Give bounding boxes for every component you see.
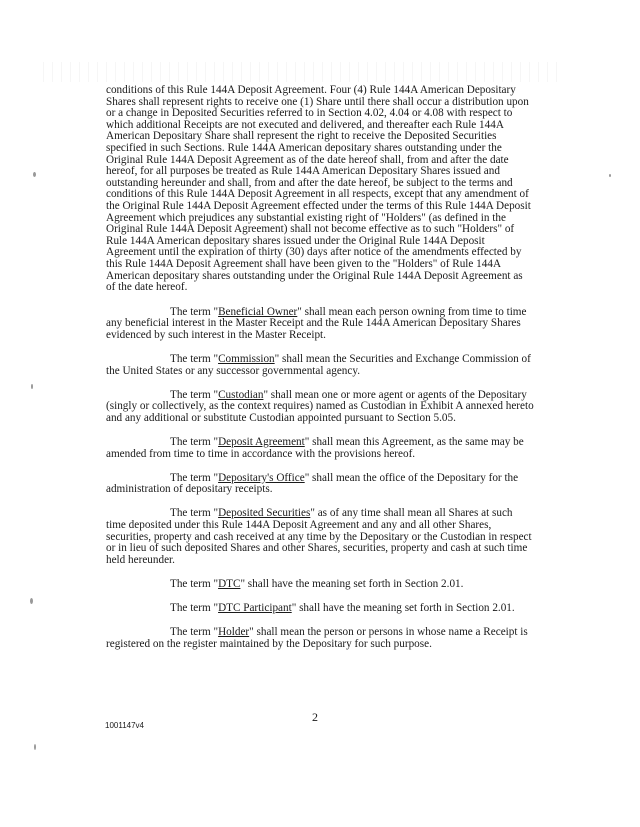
page-number: 2 [312,710,318,724]
scan-speck [609,174,611,177]
term-beneficial-owner: Beneficial Owner [218,305,298,318]
term-custodian: Custodian [218,388,264,401]
definition-holder: The term "Holder" shall mean the person or persons in whose name a Receipt is registered on the register maintained by the Depositary for such purpose. [106,625,528,650]
term-deposited-securities: Deposited Securities [218,507,311,520]
definition-commission: The term "Commission" shall mean the Securities and Exchange Commission of the United States or any successor governmental agency. [106,352,531,377]
definition-beneficial-owner: The term "Beneficial Owner" shall mean each person owning from time to time any beneficial interest in the Master Receipt and the Rule 144A American Depositary Shares evidenced by such interest in the Master Receipt. [106,305,527,341]
scan-speck [30,598,33,604]
definition-deposit-agreement: The term "Deposit Agreement" shall mean this Agreement, as the same may be amended from time to time in accordance with the provisions hereof. [106,435,524,460]
term-dtc-participant: DTC Participant [218,601,292,614]
definition-dtc: The term "DTC" shall have the meaning set forth in Section 2.01. [170,577,464,590]
scan-speck [33,172,36,177]
definition-dtc-participant: The term "DTC Participant" shall have the meaning set forth in Section 2.01. [170,601,515,614]
term-holder: Holder [218,625,250,638]
scan-speck [34,744,36,750]
definition-custodian: The term "Custodian" shall mean one or more agent or agents of the Depositary (singly or collectively, as the context requires) named as Custodian in Exhibit A annexed hereto and any additional or substitute Custodian appointed pursuant to Section 5.05. [106,388,534,424]
term-deposit-agreement: Deposit Agreement [218,435,305,448]
definition-deposited-securities: The term "Deposited Securities" as of any time shall mean all Shares at such time deposited under this Rule 144A Deposit Agreement and any and all other Shares, securities, property and cash received at any time by the Depositary or the Custodian in respect or in lieu of such deposited Shares and other Shares, securities, property and cash at such time held hereunder. [106,507,532,566]
term-dtc: DTC [218,577,241,590]
opening-paragraph: conditions of this Rule 144A Deposit Agreement. Four (4) Rule 144A American Depositary Shares shall represent rights to receive one (1) Share until there shall occur a distribution upon or a change in Deposited Securities referred to in Section 4.02, 4.04 or 4.08 with respect to which additional Receipts are not executed and delivered, and thereafter each Rule 144A American Depositary Share shall represent the right to receive the Deposited Securities specified in such Sections. Rule 144A American depositary shares outstanding under the Original Rule 144A Deposit Agreement as of the date hereof shall, from and after the date hereof, for all purposes be treated as Rule 144A American Depositary Shares issued and outstanding hereunder and shall, from and after the date hereof, be subject to the terms and conditions of this Rule 144A Deposit Agreement in all respects, except that any amendment of the Original Rule 144A Deposit Agreement effected under the terms of this Rule 144A Deposit Agreement which prejudices any substantial existing right of "Holders" (as defined in the Original Rule 144A Deposit Agreement) shall not become effective as to such "Holders" of Rule 144A American depositary shares issued under the Original Rule 144A Deposit Agreement until the expiration of thirty (30) days after notice of the amendments effected by this Rule 144A Deposit Agreement shall have been given to the "Holders" of Rule 144A American depositary shares outstanding under the Original Rule 144A Deposit Agreement as of the date hereof. [106,84,531,294]
scan-speck [31,384,33,389]
term-depositarys-office: Depositary's Office [218,471,305,484]
term-commission: Commission [218,352,275,365]
scan-artifact-band [40,62,560,82]
document-id: 1001147v4 [105,721,144,730]
document-body [106,85,534,663]
definition-depositarys-office: The term "Depositary's Office" shall mean the office of the Depositary for the administration of depositary receipts. [106,471,519,496]
